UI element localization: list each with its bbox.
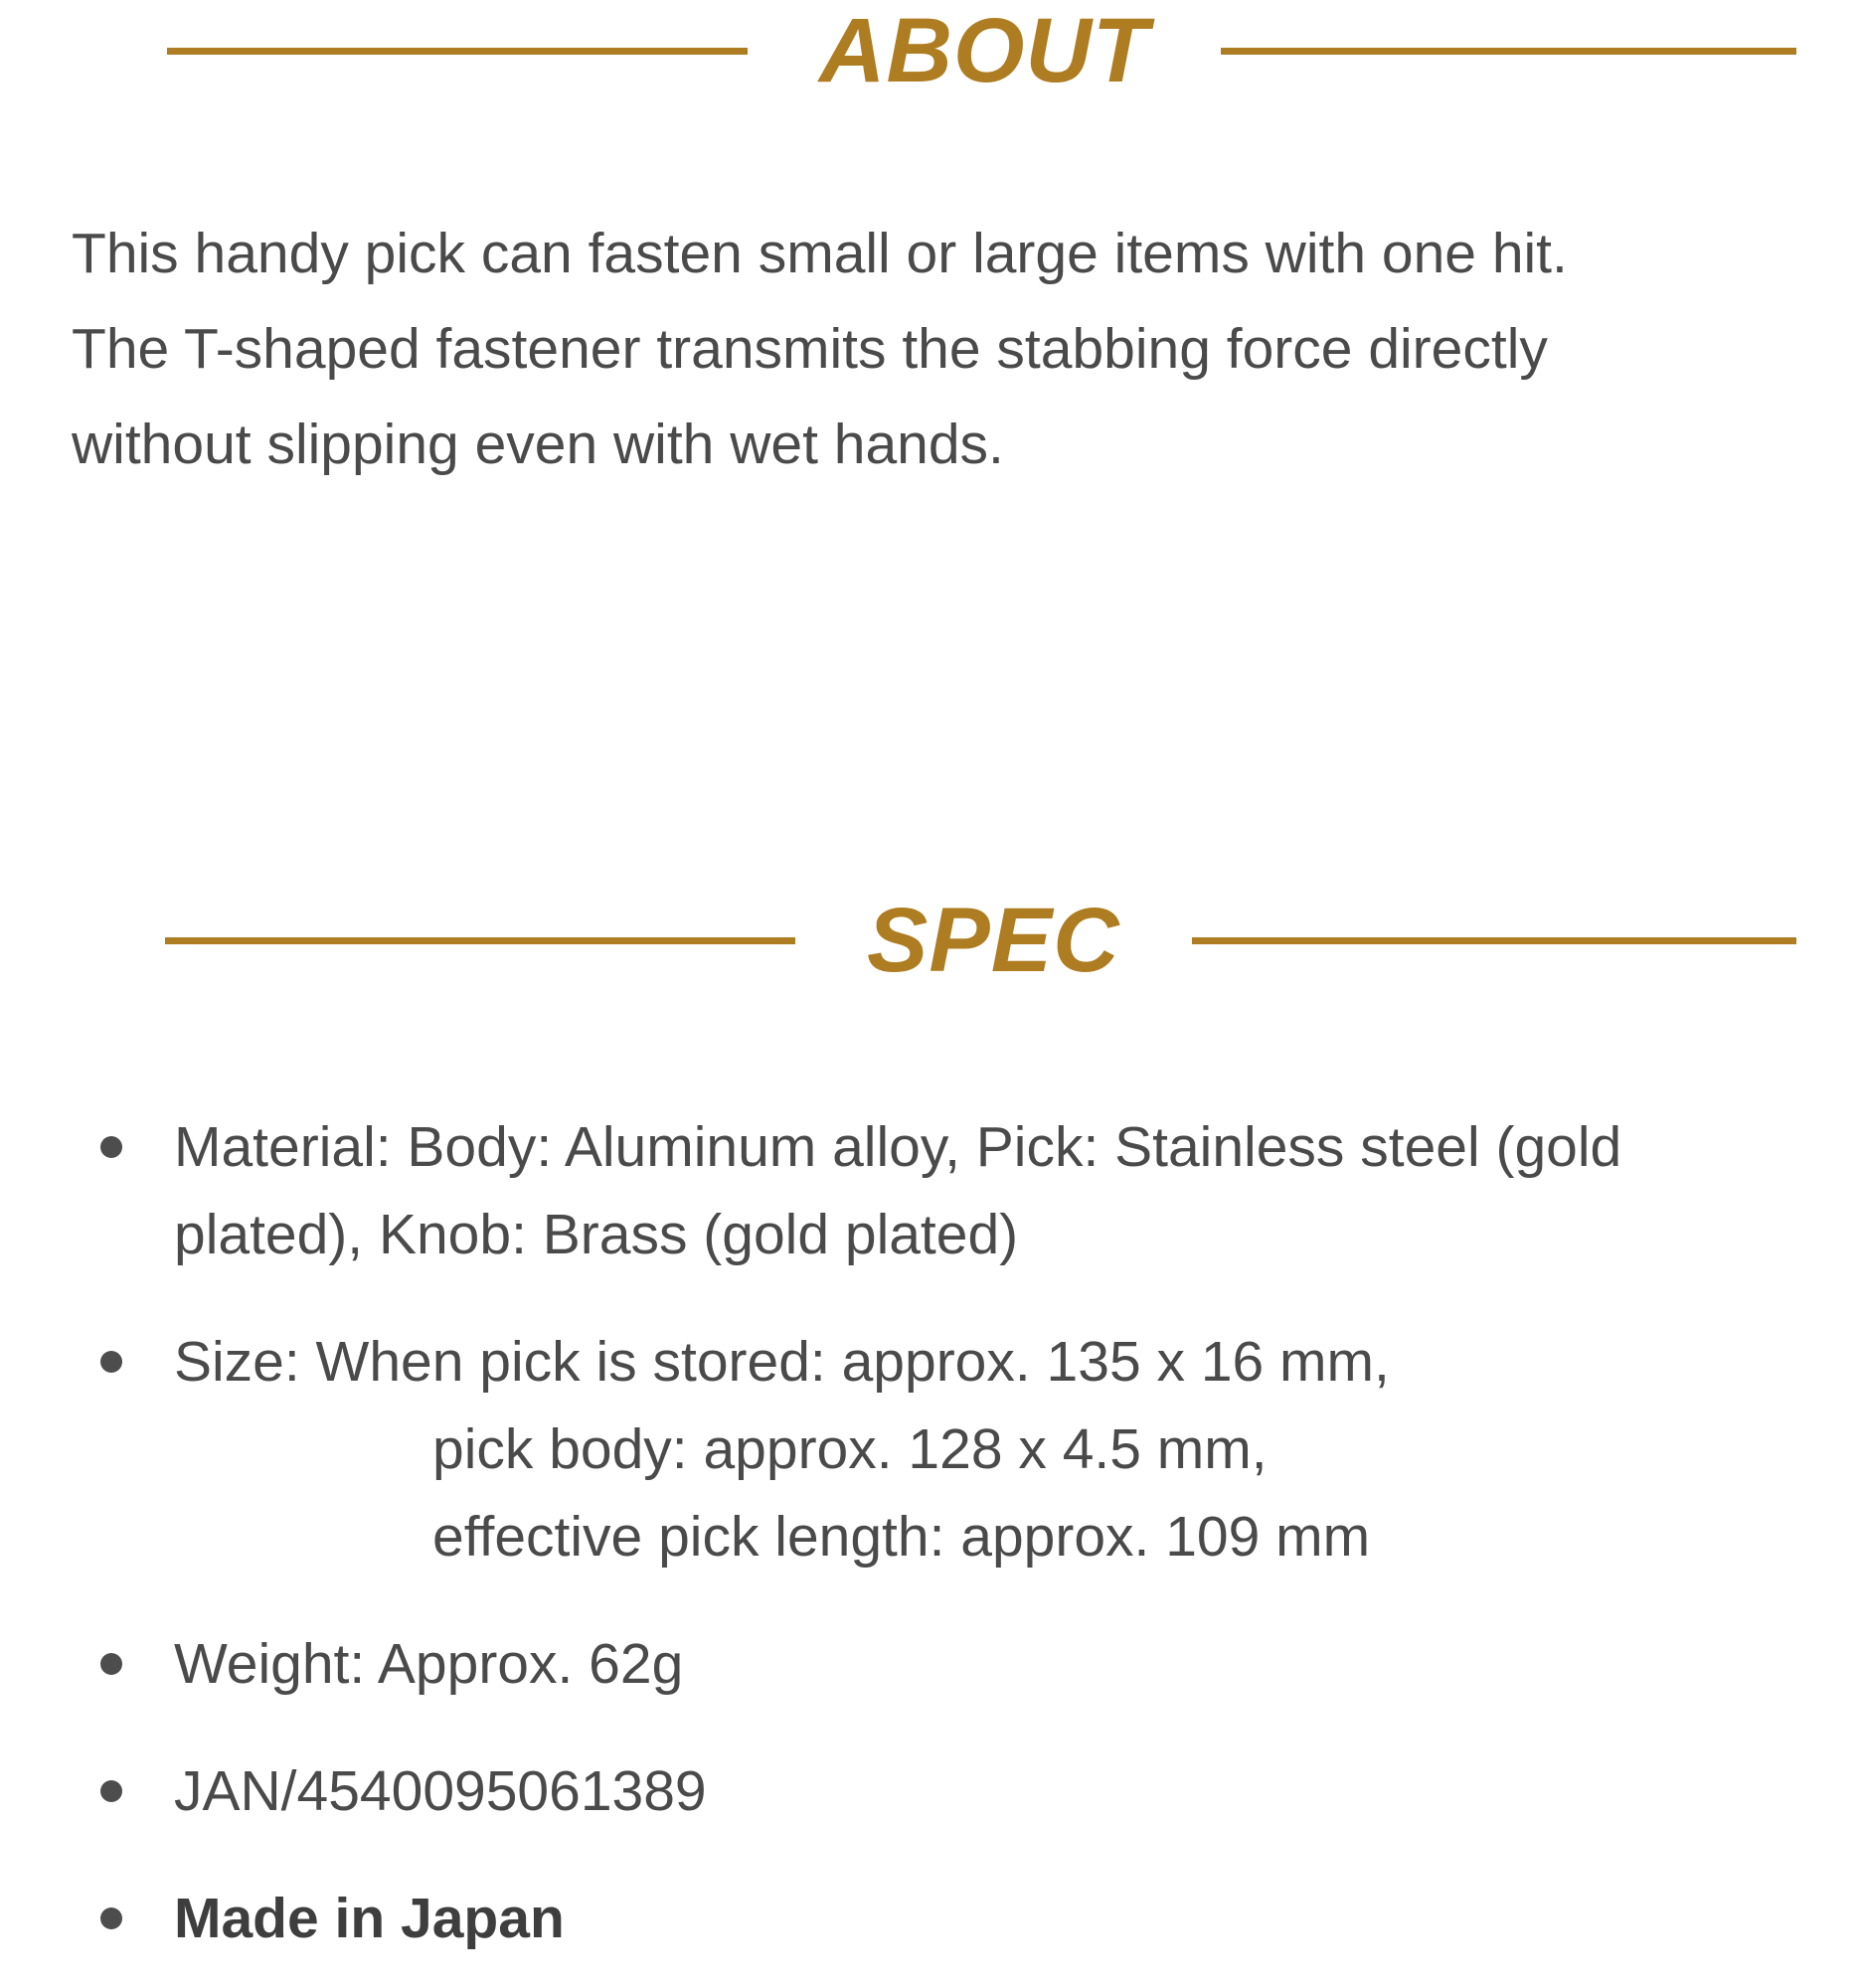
spec-left-divider-line bbox=[165, 937, 795, 944]
spec-item-weight-line-1: Weight: Approx. 62g bbox=[174, 1632, 684, 1696]
about-paragraph-line-1: This handy pick can fasten small or large items with one hit. bbox=[72, 222, 1568, 285]
about-paragraph bbox=[72, 206, 1802, 492]
spec-item-weight bbox=[0, 1620, 1862, 1708]
about-title: ABOUT bbox=[819, 0, 1150, 101]
spec-heading bbox=[0, 890, 1862, 991]
spec-title: SPEC bbox=[867, 890, 1120, 991]
spec-item-size bbox=[0, 1318, 1862, 1580]
about-heading bbox=[0, 0, 1862, 101]
spec-item-size-line-3: effective pick length: approx. 109 mm bbox=[432, 1505, 1371, 1569]
about-paragraph-line-2: The T-shaped fastener transmits the stabbing force directly bbox=[72, 317, 1548, 381]
spec-list bbox=[0, 1103, 1862, 1962]
spec-item-size-line-2: pick body: approx. 128 x 4.5 mm, bbox=[432, 1417, 1268, 1481]
spec-item-jan-line-1: JAN/4540095061389 bbox=[174, 1759, 707, 1823]
spec-item-material-line-1: Material: Body: Aluminum alloy, Pick: Stainless steel (gold bbox=[174, 1115, 1622, 1179]
about-right-divider-line bbox=[1221, 48, 1796, 55]
spec-item-size-line-1: Size: When pick is stored: approx. 135 x 16 mm, bbox=[174, 1330, 1390, 1394]
spec-item-jan-code bbox=[0, 1747, 1862, 1835]
about-paragraph-line-3: without slipping even with wet hands. bbox=[72, 413, 1004, 476]
bullet-dot-icon bbox=[100, 1653, 122, 1675]
bullet-dot-icon bbox=[100, 1136, 122, 1158]
about-section bbox=[0, 0, 1862, 492]
bullet-dot-icon bbox=[100, 1907, 122, 1929]
bullet-dot-icon bbox=[100, 1351, 122, 1373]
about-left-divider-line bbox=[167, 48, 748, 55]
spec-item-material bbox=[0, 1103, 1862, 1278]
spec-item-origin-line-1: Made in Japan bbox=[174, 1887, 565, 1950]
bullet-dot-icon bbox=[100, 1780, 122, 1802]
spec-item-origin bbox=[0, 1875, 1862, 1962]
spec-item-material-line-2: plated), Knob: Brass (gold plated) bbox=[174, 1203, 1019, 1266]
spec-section bbox=[0, 890, 1862, 1962]
spec-right-divider-line bbox=[1192, 937, 1796, 944]
